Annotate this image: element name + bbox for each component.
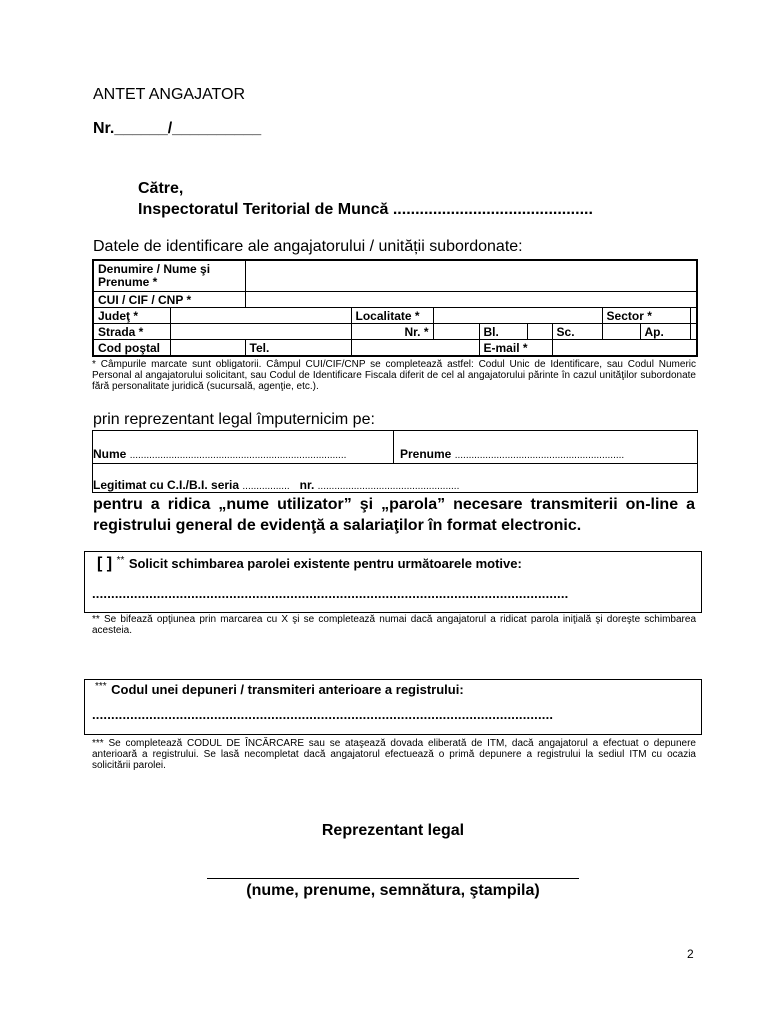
previous-code-row: [95, 681, 464, 699]
judet-label: Judeţ *: [93, 308, 170, 324]
id-nr-dots: ...................................................: [317, 481, 460, 492]
denumire-label: Denumire / Nume şi Prenume *: [93, 260, 245, 292]
purpose-paragraph: pentru a ridica „nume utilizator” şi „parola” necesare transmiterii on-line a registrului general de evidenţă a salariaţilor în format electronic.: [93, 496, 695, 534]
nume-row[interactable]: [93, 447, 346, 461]
previous-code-box: [84, 679, 702, 735]
cui-field[interactable]: [245, 292, 697, 308]
judet-field[interactable]: [170, 308, 351, 324]
password-change-note: ** Se bifează opţiunea prin marcarea cu X şi se completează numai dacă angajatorul a ridicat parola iniţială şi doreşte schimbarea acesteia.: [92, 614, 696, 636]
prenume-dots: .............................................................: [454, 450, 625, 461]
employer-letterhead: ANTET ANGAJATOR: [93, 86, 246, 103]
ap-field[interactable]: [690, 324, 697, 340]
seria-dots: .................: [242, 481, 290, 492]
cui-label: CUI / CIF / CNP *: [93, 292, 245, 308]
bl-label: Bl.: [479, 324, 527, 340]
password-change-reason-field[interactable]: .............................................................................................................................: [92, 586, 569, 601]
password-change-row: [97, 555, 522, 573]
password-change-label: Solicit schimbarea parolei existente pentru următoarele motive:: [128, 556, 522, 571]
email-label: E-mail *: [479, 340, 552, 357]
ap-label: Ap.: [640, 324, 690, 340]
previous-code-note: *** Se completează CODUL DE ÎNCĂRCARE sau se ataşează dovada eliberată de ITM, dacă angajatorul a efectuat o depunere anterioară a registrului. Se lasă necompletat dacă angajatorul efectuează o primă depunere a registrului la sediul ITM cu ocazia solicitării parolei.: [92, 738, 696, 771]
strada-label: Strada *: [93, 324, 170, 340]
email-field[interactable]: [552, 340, 697, 357]
nr-label: Nr. *: [351, 324, 433, 340]
registration-number: Nr.______/__________: [93, 120, 262, 137]
id-nr-label: nr.: [299, 478, 315, 492]
password-change-checkbox[interactable]: [ ]: [97, 555, 113, 572]
sector-field[interactable]: [690, 308, 697, 324]
tel-field[interactable]: [351, 340, 479, 357]
signature-caption: (nume, prenume, semnătura, ştampila): [246, 882, 540, 899]
tel-label: Tel.: [245, 340, 351, 357]
addressee-itm: Inspectoratul Teritorial de Muncă .............................................: [138, 201, 593, 218]
row-divider: [93, 463, 697, 464]
nume-dots: ..............................................................................: [129, 450, 347, 461]
signature-title: Reprezentant legal: [321, 822, 465, 839]
cod-postal-label: Cod poştal: [93, 340, 170, 357]
legitimat-label: Legitimat cu C.I./B.I. seria: [93, 478, 240, 492]
sc-field[interactable]: [602, 324, 640, 340]
denumire-field[interactable]: [245, 260, 697, 292]
previous-code-stars: ***: [95, 681, 107, 692]
localitate-label: Localitate *: [351, 308, 433, 324]
signature-line[interactable]: [207, 878, 579, 879]
password-change-box: [84, 551, 702, 613]
employer-data-table: [92, 259, 698, 357]
password-change-stars: **: [116, 555, 125, 566]
employer-section-note: * Câmpurile marcate sunt obligatorii. Câmpul CUI/CIF/CNP se completează astfel: Codul Unic de Identificare, sau Codul Numeric Personal al angajatorului solicitant, sau Codul de Identificare Fiscala diferit de cel al angajatorului părinte în cazul unităţilor subordonate fără personalitate juridică (sucursală, agenţie, etc.).: [92, 359, 696, 392]
cod-postal-field[interactable]: [170, 340, 245, 357]
representative-box: [92, 430, 698, 493]
previous-code-field[interactable]: .........................................................................................................................: [92, 707, 554, 722]
page-number: 2: [687, 947, 694, 961]
column-divider: [393, 431, 394, 463]
sector-label: Sector *: [602, 308, 690, 324]
prenume-row[interactable]: [400, 447, 624, 461]
legitimat-row[interactable]: [93, 478, 459, 492]
previous-code-label: Codul unei depuneri / transmiteri anterioare a registrului:: [111, 682, 464, 697]
prenume-label: Prenume: [400, 447, 452, 461]
addressee-label: Către,: [138, 180, 184, 197]
representative-section-title: prin reprezentant legal împuternicim pe:: [93, 411, 375, 428]
bl-field[interactable]: [527, 324, 552, 340]
localitate-field[interactable]: [433, 308, 602, 324]
nr-field[interactable]: [433, 324, 479, 340]
nume-label: Nume: [93, 447, 127, 461]
employer-section-title: Datele de identificare ale angajatorului / unității subordonate:: [93, 238, 523, 255]
strada-field[interactable]: [170, 324, 351, 340]
sc-label: Sc.: [552, 324, 602, 340]
